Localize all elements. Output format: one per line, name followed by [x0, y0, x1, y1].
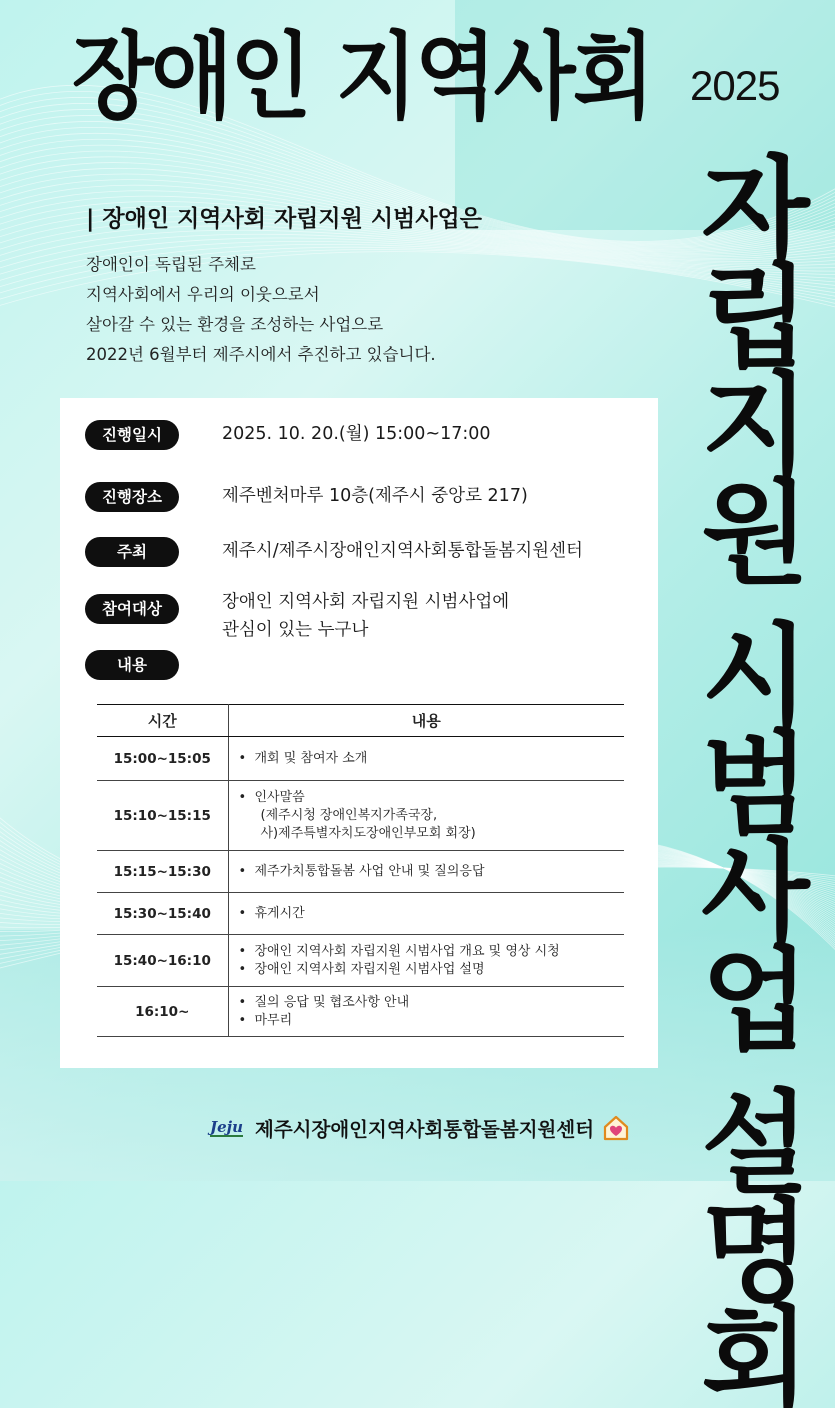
schedule-time: 15:40~16:10	[97, 935, 228, 987]
info-row-host	[85, 537, 583, 567]
table-row	[97, 851, 624, 893]
intro-text	[86, 250, 436, 370]
schedule-content: • 개회 및 참여자 소개	[228, 737, 624, 781]
intro-line: 살아갈 수 있는 환경을 조성하는 사업으로	[86, 315, 384, 334]
main-title: 장애인 지역사회	[72, 23, 652, 132]
schedule-time: 15:10~15:15	[97, 781, 228, 851]
schedule-content: • 장애인 지역사회 자립지원 시범사업 개요 및 영상 시청 • 장애인 지역사회 자립지원 시범사업 설명	[228, 935, 624, 987]
schedule-time: 15:15~15:30	[97, 851, 228, 893]
schedule-time: 15:30~15:40	[97, 893, 228, 935]
info-label-date: 진행일시	[85, 420, 179, 450]
schedule-header-content: 내용	[228, 705, 624, 737]
year-label: 2025	[690, 62, 780, 109]
table-row	[97, 893, 624, 935]
schedule-content: • 제주가치통합돌봄 사업 안내 및 질의응답	[228, 851, 624, 893]
intro-heading: | 장애인 지역사회 자립지원 시범사업은	[86, 206, 482, 232]
table-row	[97, 987, 624, 1037]
schedule-content: • 인사말씀 (제주시청 장애인복지가족국장, 사)제주특별자치도장애인부모회 회장)	[228, 781, 624, 851]
schedule-table	[97, 704, 624, 1037]
footer	[210, 1114, 630, 1142]
intro-line: 지역사회에서 우리의 이웃으로서	[86, 285, 320, 304]
info-row-date	[85, 420, 491, 450]
schedule-content: • 질의 응답 및 협조사항 안내 • 마무리	[228, 987, 624, 1037]
info-label-host: 주최	[85, 537, 179, 567]
table-row	[97, 737, 624, 781]
info-card	[60, 398, 658, 1068]
vertical-title: 자립지원 시범사업 설명회	[681, 150, 811, 1408]
info-value-date: 2025. 10. 20.(월) 15:00~17:00	[222, 424, 491, 444]
intro-line: 장애인이 독립된 주체로	[86, 255, 256, 274]
schedule-time: 16:10~	[97, 987, 228, 1037]
table-row	[97, 781, 624, 851]
info-label-target: 참여대상	[85, 594, 179, 624]
info-value-host: 제주시/제주시장애인지역사회통합돌봄지원센터	[222, 541, 583, 561]
house-heart-icon	[602, 1114, 630, 1142]
info-value-venue: 제주벤처마루 10층(제주시 중앙로 217)	[222, 486, 528, 506]
organization-name: 제주시장애인지역사회통합돌봄지원센터	[254, 1118, 595, 1141]
schedule-time: 15:00~15:05	[97, 737, 228, 781]
schedule-header-time: 시간	[97, 705, 228, 737]
table-row	[97, 935, 624, 987]
info-label-content: 내용	[85, 650, 179, 680]
schedule-header-row	[97, 705, 624, 737]
info-row-content	[85, 650, 179, 680]
info-row-target	[85, 594, 509, 644]
jeju-logo: Jeju	[210, 1118, 243, 1136]
info-row-venue	[85, 482, 528, 512]
info-label-venue: 진행장소	[85, 482, 179, 512]
intro-line: 2022년 6월부터 제주시에서 추진하고 있습니다.	[86, 345, 436, 364]
info-value-target: 장애인 지역사회 자립지원 시범사업에 관심이 있는 누구나	[222, 592, 510, 640]
schedule-content: • 휴게시간	[228, 893, 624, 935]
